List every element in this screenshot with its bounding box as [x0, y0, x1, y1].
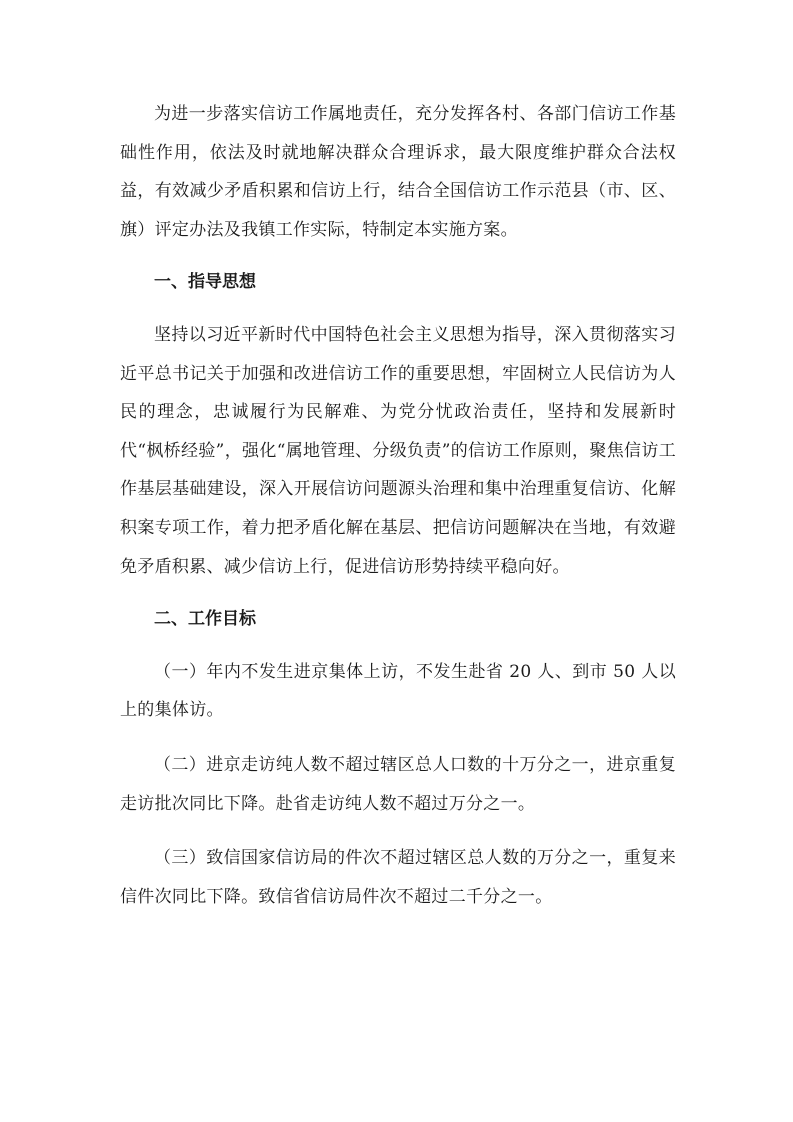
section-heading-guiding-ideology: 一、指导思想 — [154, 272, 256, 293]
section-heading-work-goals: 二、工作目标 — [154, 609, 256, 630]
goal-item-2: （二）进京走访纯人数不超过辖区总人口数的十万分之一，进京重复走访批次同比下降。赴省走访纯人数不超过万分之一。 — [120, 754, 676, 814]
document-body — [120, 95, 676, 916]
goal-item-3: （三）致信国家信访局的件次不超过辖区总人数的万分之一，重复来信件次同比下降。致信省信访局件次不超过二千分之一。 — [120, 848, 676, 907]
goal-item-1: （一）年内不发生进京集体上访，不发生赴省 20 人、到市 50 人以上的集体访。 — [120, 661, 676, 721]
guiding-ideology-paragraph: 坚持以习近平新时代中国特色社会主义思想为指导，深入贯彻落实习近平总书记关于加强和改进信访工作的重要思想，牢固树立人民信访为人民的理念，忠诚履行为民解难、为党分忧政治责任，坚持和发展新时代“枫桥经验”，强化“属地管理、分级负责”的信访工作原则，聚焦信访工作基层基础建设，深入开展信访问题源头治理和集中治理重复信访、化解积案专项工作，着力把矛盾化解在基层、把信访问题解决在当地，有效避免矛盾积累、减少信访上行，促进信访形势持续平稳向好。 — [120, 324, 676, 577]
intro-paragraph: 为进一步落实信访工作属地责任，充分发挥各村、各部门信访工作基础性作用，依法及时就地解决群众合理诉求，最大限度维护群众合法权益，有效减少矛盾积累和信访上行，结合全国信访工作示范县（市、区、旗）评定办法及我镇工作实际，特制定本实施方案。 — [120, 104, 676, 240]
